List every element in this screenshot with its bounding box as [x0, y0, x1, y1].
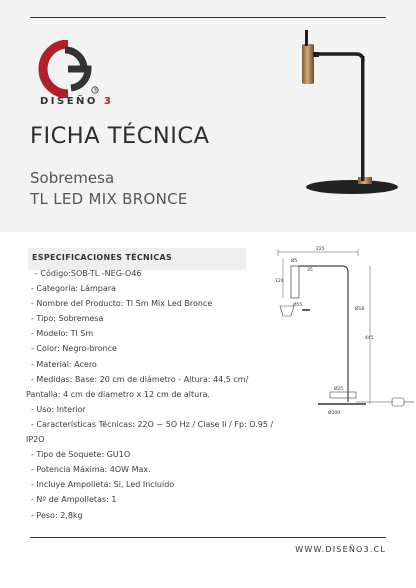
lamp-photo: [282, 28, 400, 204]
registered-mark: ®: [93, 87, 98, 93]
spec-item: - Modelo: Tl Sm: [31, 329, 94, 339]
brand-word: DISEÑO: [40, 96, 98, 107]
spec-item: - Uso: Interior: [31, 404, 86, 414]
spec-item: Pantalla: 4 cm de diametro x 12 cm de altura.: [26, 389, 210, 399]
dim-base: Ø200: [328, 411, 341, 416]
spec-item: - Material: Acero: [31, 359, 97, 369]
technical-drawing: [258, 244, 416, 420]
product-name: TL LED MIX BRONCE: [30, 190, 188, 208]
brand-name: [40, 96, 113, 107]
website-link[interactable]: WWW.DISEÑO3.CL: [295, 545, 386, 554]
dim-h445: 445: [365, 336, 374, 341]
dim-d55: Ø55: [293, 303, 303, 308]
spec-item: - Color: Negro-bronce: [31, 344, 117, 354]
spec-item: - Potencia Máxima: 4OW Max.: [31, 465, 151, 475]
spec-item: - Características Técnicas: 22O ~ 5O Hz / Clase Ii / Fp: O.95 /: [31, 419, 274, 429]
spec-item: - Tipo: Sobremesa: [31, 314, 104, 324]
dim-d35: 35: [307, 268, 313, 273]
dim-d18: Ø18: [355, 307, 365, 312]
brand-logo-icon: [38, 40, 100, 98]
spec-item: IP2O: [26, 435, 45, 445]
dim-width: 225: [316, 247, 325, 252]
spec-item: - Nombre del Producto: Tl Sm Mix Led Bronce: [31, 299, 213, 309]
spec-item: - Peso: 2,8kg: [31, 510, 83, 520]
dim-d25: Ø25: [334, 387, 344, 392]
brand-number: 3: [103, 96, 114, 107]
spec-item: - Código:SOB-TL -NEG-O46: [35, 269, 142, 278]
spec-item: - Medidas: Base: 20 cm de diámetro - Altura: 44,5 cm/: [31, 374, 249, 384]
header-section: [0, 0, 416, 232]
dim-d5: Ø5: [291, 259, 298, 264]
spec-item: - Incluye Ampolleta: Si, Led Incluido: [31, 480, 175, 490]
specs-list: [26, 266, 281, 523]
spec-item: - Categoría: Lámpara: [31, 284, 116, 294]
page-title: FICHA TÉCNICA: [30, 123, 210, 149]
bottom-divider: [30, 537, 386, 538]
product-category: Sobremesa: [30, 169, 115, 187]
spec-item: - Tipo de Soquete: GU1O: [31, 450, 131, 460]
specs-heading-label: ESPECIFICACIONES TÉCNICAS: [32, 253, 173, 262]
dim-h120: 120: [275, 279, 284, 284]
spec-item: - Nº de Ampolletas: 1: [31, 495, 117, 505]
